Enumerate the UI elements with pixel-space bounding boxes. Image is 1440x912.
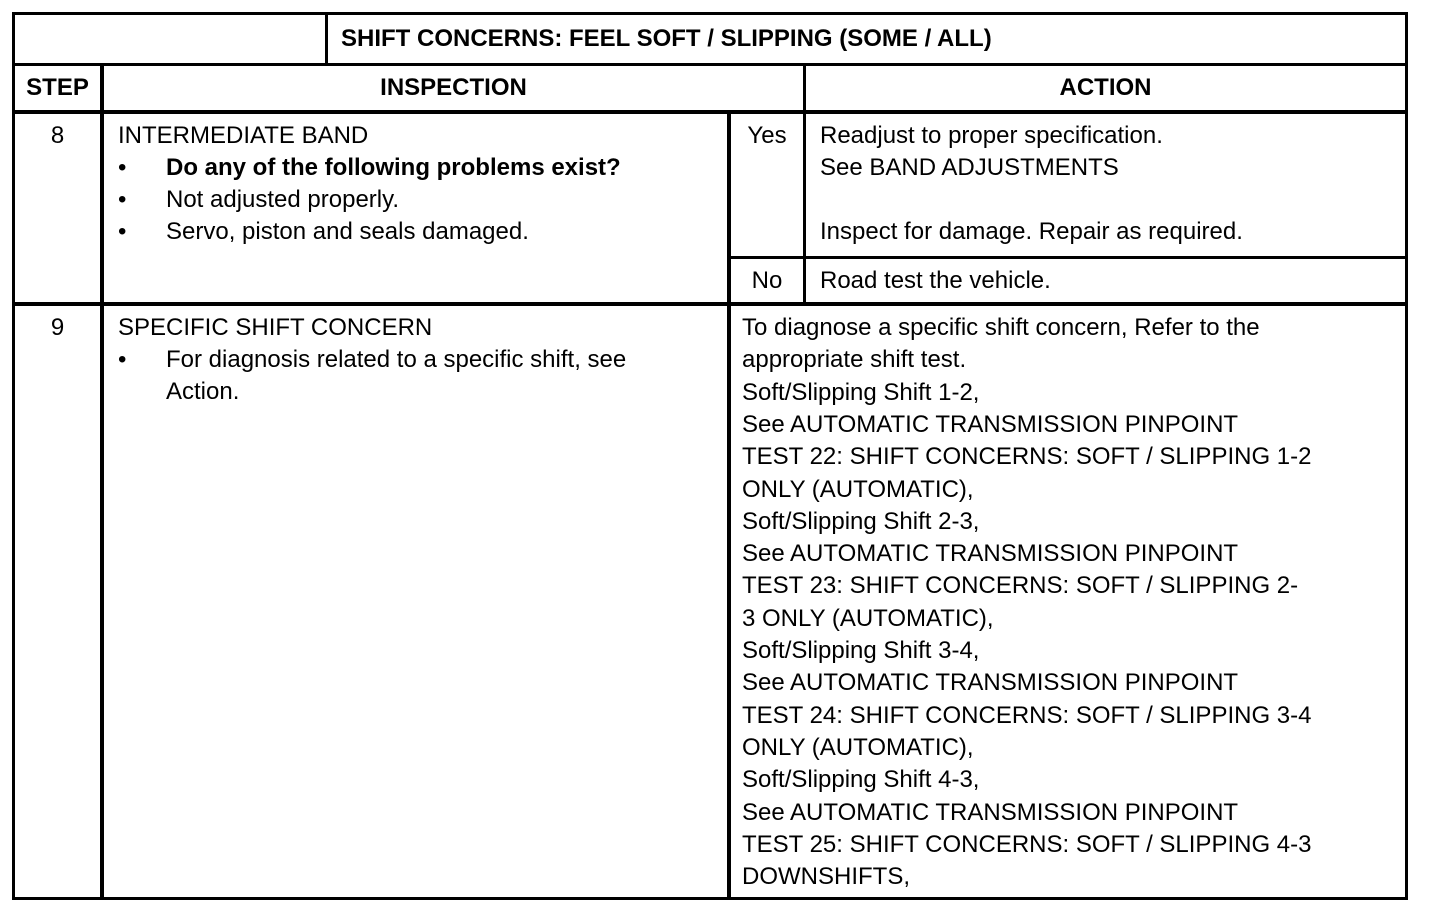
inspection-bullet: Servo, piston and seals damaged. (166, 218, 529, 245)
inspection-bullet: Action. (166, 378, 240, 405)
action-line: ONLY (AUTOMATIC), (742, 733, 974, 761)
inspection-title: INTERMEDIATE BAND (118, 122, 369, 149)
title-row-bottom-rule (12, 63, 1408, 66)
step-column-rule (100, 63, 104, 900)
title-cell-left-rule (325, 12, 328, 65)
action-line: Soft/Slipping Shift 2-3, (742, 507, 980, 535)
step-number: 9 (50, 314, 65, 341)
inspection-column-rule (727, 110, 731, 900)
action-line: See AUTOMATIC TRANSMISSION PINPOINT (742, 798, 1239, 826)
bullet-dot: • (118, 154, 127, 181)
action-line: TEST 25: SHIFT CONCERNS: SOFT / SLIPPING 4-3 (742, 830, 1312, 858)
header-inspection: INSPECTION (380, 74, 527, 101)
header-row-bottom-rule (12, 110, 1408, 114)
action-line: TEST 24: SHIFT CONCERNS: SOFT / SLIPPING 3-4 (742, 701, 1312, 729)
bullet-dot: • (118, 186, 127, 213)
yes-action-line: See BAND ADJUSTMENTS (820, 154, 1119, 181)
header-action: ACTION (1059, 74, 1152, 101)
action-line: Soft/Slipping Shift 3-4, (742, 637, 980, 664)
step-number: 8 (50, 122, 65, 149)
table-title: SHIFT CONCERNS: FEEL SOFT / SLIPPING (SOME / ALL) (341, 25, 992, 52)
header-step: STEP (26, 74, 89, 101)
action-line: TEST 23: SHIFT CONCERNS: SOFT / SLIPPING 2- (742, 572, 1299, 600)
table-border-top (12, 12, 1408, 15)
action-line: See AUTOMATIC TRANSMISSION PINPOINT (742, 669, 1239, 697)
no-label: No (751, 267, 783, 294)
inspection-bullet: Not adjusted properly. (166, 186, 400, 213)
table-border-bottom (12, 897, 1408, 900)
action-line: appropriate shift test. (742, 346, 967, 374)
action-line: To diagnose a specific shift concern, Refer to the (742, 314, 1260, 341)
inspection-bullet: For diagnosis related to a specific shift, see (166, 346, 627, 373)
inspection-question: Do any of the following problems exist? (166, 154, 621, 181)
yes-no-divider-rule (730, 256, 1408, 259)
yes-no-column-rule (803, 110, 806, 305)
step8-bottom-rule (12, 302, 1408, 306)
action-line: 3 ONLY (AUTOMATIC), (742, 604, 994, 632)
action-line: TEST 22: SHIFT CONCERNS: SOFT / SLIPPING 1-2 (742, 443, 1312, 471)
action-line: ONLY (AUTOMATIC), (742, 475, 974, 503)
action-line: See AUTOMATIC TRANSMISSION PINPOINT (742, 410, 1239, 438)
action-line: Soft/Slipping Shift 4-3, (742, 766, 980, 794)
no-action: Road test the vehicle. (820, 267, 1051, 294)
action-line: DOWNSHIFTS, (742, 863, 910, 891)
yes-action-line: Readjust to proper specification. (820, 122, 1163, 149)
table-border-right (1405, 12, 1408, 900)
yes-label: Yes (747, 122, 787, 149)
yes-action-line: Inspect for damage. Repair as required. (820, 218, 1243, 245)
action-line: See AUTOMATIC TRANSMISSION PINPOINT (742, 540, 1239, 568)
bullet-dot: • (118, 346, 127, 373)
action-line: Soft/Slipping Shift 1-2, (742, 378, 980, 406)
inspection-title: SPECIFIC SHIFT CONCERN (118, 314, 433, 341)
bullet-dot: • (118, 218, 127, 245)
